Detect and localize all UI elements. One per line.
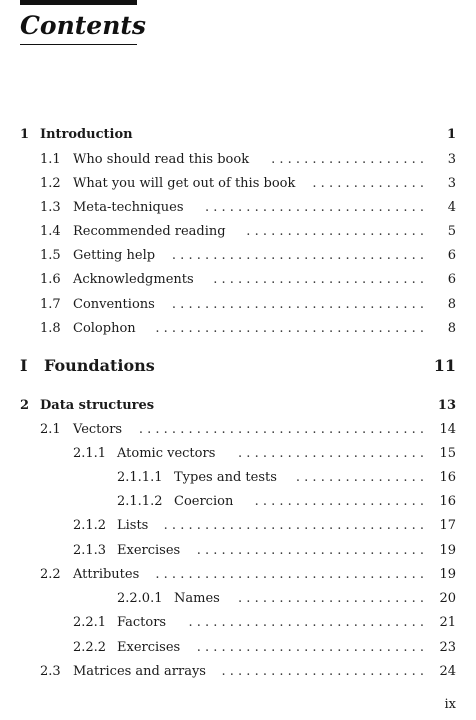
toc-entry-subsection[interactable]: [0, 444, 476, 464]
toc-entry-section[interactable]: [0, 198, 476, 218]
toc-entry-title: Data structures: [40, 398, 155, 413]
toc-entry-number: 2.1.1.1: [117, 470, 163, 485]
toc-entry-title: Coercion: [174, 494, 234, 509]
toc-entry-page: 19: [439, 567, 456, 582]
toc-entry-number: 1: [20, 127, 30, 142]
toc-entry-number: 2.3: [40, 664, 61, 679]
toc-entry-page: 3: [447, 152, 456, 167]
toc-entry-section[interactable]: [0, 420, 476, 440]
toc-entry-number: 2.1.1: [73, 446, 107, 461]
page-number: ix: [444, 697, 456, 712]
toc-entry-title: Names: [174, 591, 220, 606]
dot-leader: . . . . . . . . . . . . . . . . . . . . .: [250, 494, 424, 509]
toc-entry-page: 3: [447, 176, 456, 191]
toc-entry-number: 2.1.1.2: [117, 494, 163, 509]
toc-entry-page: 6: [447, 272, 456, 287]
toc-entry-section[interactable]: [0, 319, 476, 339]
toc-entry-title: Vectors: [73, 422, 123, 437]
dot-leader: . . . . . . . . . . . . . . . . . . . . . .: [242, 224, 424, 239]
toc-entry-page: 20: [439, 591, 456, 606]
toc-entry-number: 1.4: [40, 224, 61, 239]
toc-entry-title: Matrices and arrays: [73, 664, 206, 679]
toc-entry-number: 2.2.1: [73, 615, 107, 630]
toc-entry-part[interactable]: [0, 354, 476, 378]
toc-entry-title: Exercises: [117, 543, 181, 558]
dot-leader: . . . . . . . . . . . . . . . . . . . . . . . . . . .: [200, 200, 424, 215]
dot-leader: . . . . . . . . . . . . . . . . . . . . . . . . . . . . . . . . .: [151, 567, 424, 582]
toc-entry-title: Exercises: [117, 640, 181, 655]
dot-leader: . . . . . . . . . . . . . . . . . . . . . . . . . . . . . . . .: [159, 518, 424, 533]
page-title: Contents: [20, 11, 147, 40]
toc-entry-title: Recommended reading: [73, 224, 226, 239]
toc-entry-page: 8: [447, 321, 456, 336]
title-underline: [20, 44, 137, 45]
toc-entry-page: 19: [439, 543, 456, 558]
dot-leader: . . . . . . . . . . . . . . . . . . .: [266, 152, 424, 167]
toc-entry-number: 1.5: [40, 248, 61, 263]
toc-entry-number: I: [20, 356, 28, 375]
toc-entry-number: 1.3: [40, 200, 61, 215]
toc-entry-section[interactable]: [0, 270, 476, 290]
toc-entry-section[interactable]: [0, 565, 476, 585]
dot-leader: . . . . . . . . . . . . . . . . . . . . . . . . . . . . . . .: [167, 248, 424, 263]
toc-entry-title: Atomic vectors: [117, 446, 216, 461]
toc-entry-subsubsection[interactable]: [0, 492, 476, 512]
toc-entry-section[interactable]: [0, 174, 476, 194]
toc-entry-subsection[interactable]: [0, 613, 476, 633]
toc-entry-title: Getting help: [73, 248, 156, 263]
toc-entry-page: 1: [446, 127, 456, 142]
toc-entry-subsection[interactable]: [0, 516, 476, 536]
toc-entry-title: What you will get out of this book: [73, 176, 296, 191]
dot-leader: . . . . . . . . . . . . . . . . . . . . . . .: [233, 591, 424, 606]
toc-entry-title: Conventions: [73, 297, 155, 312]
toc-entry-title: Meta-techniques: [73, 200, 184, 215]
toc-entry-number: 1.7: [40, 297, 61, 312]
dot-leader: . . . . . . . . . . . . . . . . . . . . . . . . . . . . . . .: [167, 297, 424, 312]
toc-entry-title: Foundations: [44, 356, 155, 375]
toc-entry-page: 4: [447, 200, 456, 215]
toc-entry-number: 1.1: [40, 152, 61, 167]
toc-entry-number: 2: [20, 398, 30, 413]
toc-entry-number: 2.1.2: [73, 518, 107, 533]
toc-entry-page: 16: [439, 470, 456, 485]
toc-entry-number: 2.2: [40, 567, 61, 582]
dot-leader: . . . . . . . . . . . . . .: [308, 176, 424, 191]
toc-entry-subsection[interactable]: [0, 638, 476, 658]
toc-entry-chapter[interactable]: [0, 125, 476, 145]
toc-entry-section[interactable]: [0, 662, 476, 682]
toc-entry-section[interactable]: [0, 295, 476, 315]
toc-entry-page: 24: [439, 664, 456, 679]
toc-entry-subsubsection[interactable]: [0, 589, 476, 609]
toc-entry-title: Introduction: [40, 127, 133, 142]
toc-entry-section[interactable]: [0, 222, 476, 242]
dot-leader: . . . . . . . . . . . . . . . . . . . . . . . . . . . . . . . . . . .: [134, 422, 424, 437]
dot-leader: . . . . . . . . . . . . . . . . . . . . . . . . .: [217, 664, 424, 679]
toc-entry-page: 21: [439, 615, 456, 630]
dot-leader: . . . . . . . . . . . . . . . . . . . . . . . . . . . .: [192, 543, 424, 558]
toc-entry-page: 14: [439, 422, 456, 437]
toc-entry-title: Lists: [117, 518, 149, 533]
dot-leader: . . . . . . . . . . . . . . . . . . . . . . . . . . . . .: [184, 615, 424, 630]
toc-entry-page: 6: [447, 248, 456, 263]
toc-entry-number: 2.2.0.1: [117, 591, 163, 606]
toc-entry-page: 23: [439, 640, 456, 655]
toc-entry-number: 1.8: [40, 321, 61, 336]
toc-entry-page: 5: [447, 224, 456, 239]
dot-leader: . . . . . . . . . . . . . . . . . . . . . . . . . . . . . . . . .: [151, 321, 424, 336]
toc-entry-title: Colophon: [73, 321, 136, 336]
toc-entry-page: 11: [433, 356, 456, 375]
toc-entry-page: 16: [439, 494, 456, 509]
toc-entry-title: Types and tests: [174, 470, 277, 485]
toc-entry-number: 1.2: [40, 176, 61, 191]
toc-entry-section[interactable]: [0, 246, 476, 266]
dot-leader: . . . . . . . . . . . . . . . .: [291, 470, 424, 485]
toc-entry-page: 15: [439, 446, 456, 461]
toc-entry-page: 8: [447, 297, 456, 312]
toc-entry-page: 13: [437, 398, 456, 413]
toc-entry-number: 2.2.2: [73, 640, 107, 655]
toc-entry-title: Factors: [117, 615, 167, 630]
toc-entry-number: 2.1: [40, 422, 61, 437]
dot-leader: . . . . . . . . . . . . . . . . . . . . . . .: [233, 446, 424, 461]
toc-entry-title: Acknowledgments: [73, 272, 194, 287]
toc-entry-title: Who should read this book: [73, 152, 250, 167]
toc-entry-number: 1.6: [40, 272, 61, 287]
toc-entry-title: Attributes: [73, 567, 140, 582]
toc-entry-section[interactable]: [0, 150, 476, 170]
toc-entry-subsubsection[interactable]: [0, 468, 476, 488]
dot-leader: . . . . . . . . . . . . . . . . . . . . . . . . . .: [209, 272, 424, 287]
toc-entry-page: 17: [439, 518, 456, 533]
toc-entry-number: 2.1.3: [73, 543, 107, 558]
dot-leader: . . . . . . . . . . . . . . . . . . . . . . . . . . . .: [192, 640, 424, 655]
toc-entry-subsection[interactable]: [0, 541, 476, 561]
top-rule: [20, 0, 137, 5]
toc-entry-chapter[interactable]: [0, 396, 476, 416]
